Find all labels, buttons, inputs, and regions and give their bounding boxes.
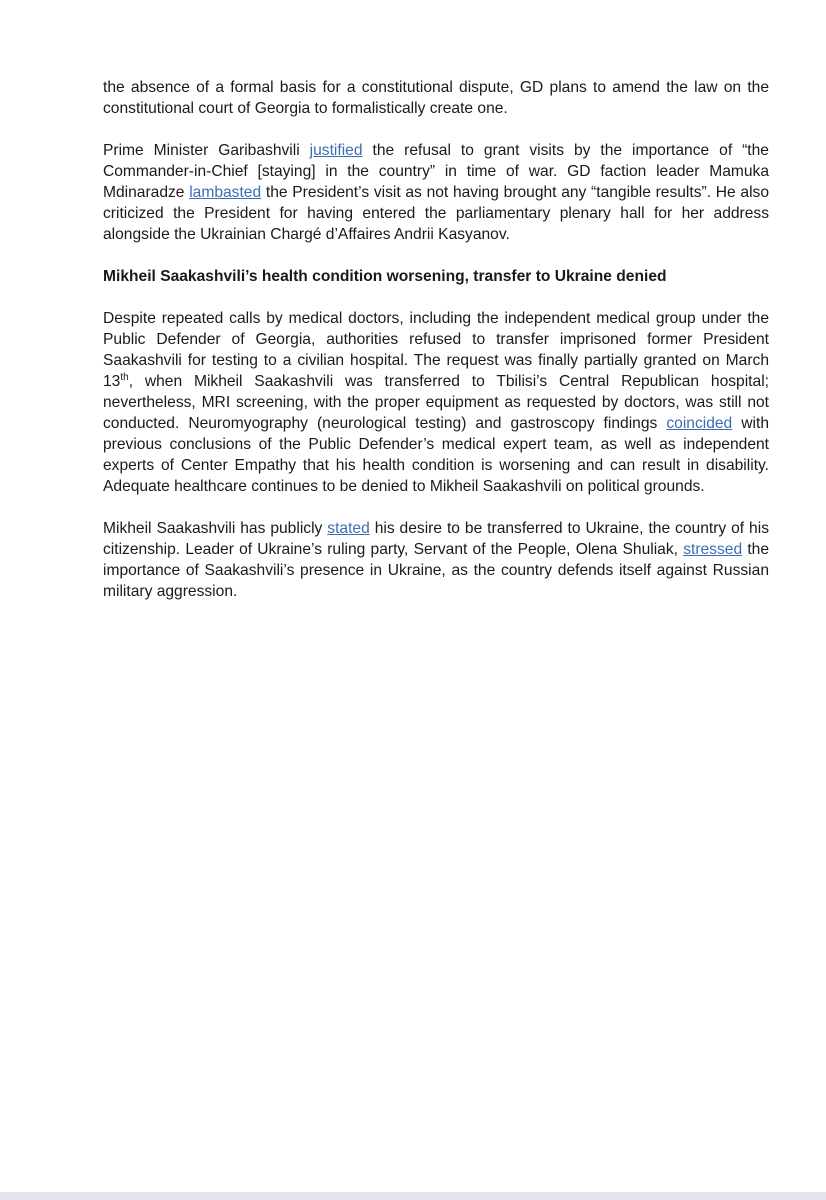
paragraph-text: the President’s visit as not having brought any “tangible results”. He also criticized the President for having entered the parliamentary plenary hall for her address alongside the Ukrainian Chargé d’Affaires Andrii Kasyanov. — [103, 184, 770, 243]
paragraph-constitutional-court: the absence of a formal basis for a constitutional dispute, GD plans to amend the law on the constitutional court of Georgia to formalistically create one. — [103, 79, 769, 117]
ordinal-suffix: th — [120, 371, 129, 383]
link-stated[interactable]: stated — [327, 520, 370, 537]
page-bottom-edge — [0, 1192, 826, 1200]
paragraph-text: Mikheil Saakashvili has publicly — [103, 520, 328, 537]
paragraph-text: Despite repeated calls by medical doctors, including the independent medical group under the Public Defender of Georgia, authorities refused to transfer imprisoned former President Saakashvili for testing to a civilian hospital. The request was finally partially granted on March 13 — [103, 310, 769, 390]
paragraph-garibashvili — [103, 140, 769, 245]
link-stressed[interactable]: stressed — [683, 541, 743, 558]
paragraph-transfer-ukraine — [103, 518, 769, 602]
paragraph-text: the importance of Saakashvili’s presence in Ukraine, as the country defends itself against Russian military aggression. — [103, 541, 770, 600]
paragraph-text: with previous conclusions of the Public Defender’s medical expert team, as well as independent experts of Center Empathy that his health condition is worsening and can result in disability. Adequate healthcare continues to be denied to Mikheil Saakashvili on political grounds. — [103, 415, 769, 495]
paragraph-text: Prime Minister Garibashvili — [103, 142, 310, 159]
link-coincided[interactable]: coincided — [666, 415, 733, 432]
link-justified[interactable]: justified — [309, 142, 363, 159]
link-lambasted[interactable]: lambasted — [189, 184, 262, 201]
section-heading: Mikheil Saakashvili’s health condition worsening, transfer to Ukraine denied — [103, 268, 667, 285]
paragraph-health-condition — [103, 308, 769, 497]
paragraph-text: his desire to be transferred to Ukraine, the country of his citizenship. Leader of Ukraine’s ruling party, Servant of the People, Olena Shuliak, — [103, 520, 769, 558]
paragraph-text: the refusal to grant visits by the importance of “the Commander-in-Chief [staying] in the country” in time of war. GD faction leader Mamuka Mdinaradze — [103, 142, 769, 201]
paragraph-text: , when Mikheil Saakashvili was transferred to Tbilisi’s Central Republican hospital; nevertheless, MRI screening, with the proper equipment as requested by doctors, was still not conducted. Neuromyography (neurological testing) and gastroscopy findings — [103, 373, 769, 432]
document-body — [103, 77, 769, 623]
